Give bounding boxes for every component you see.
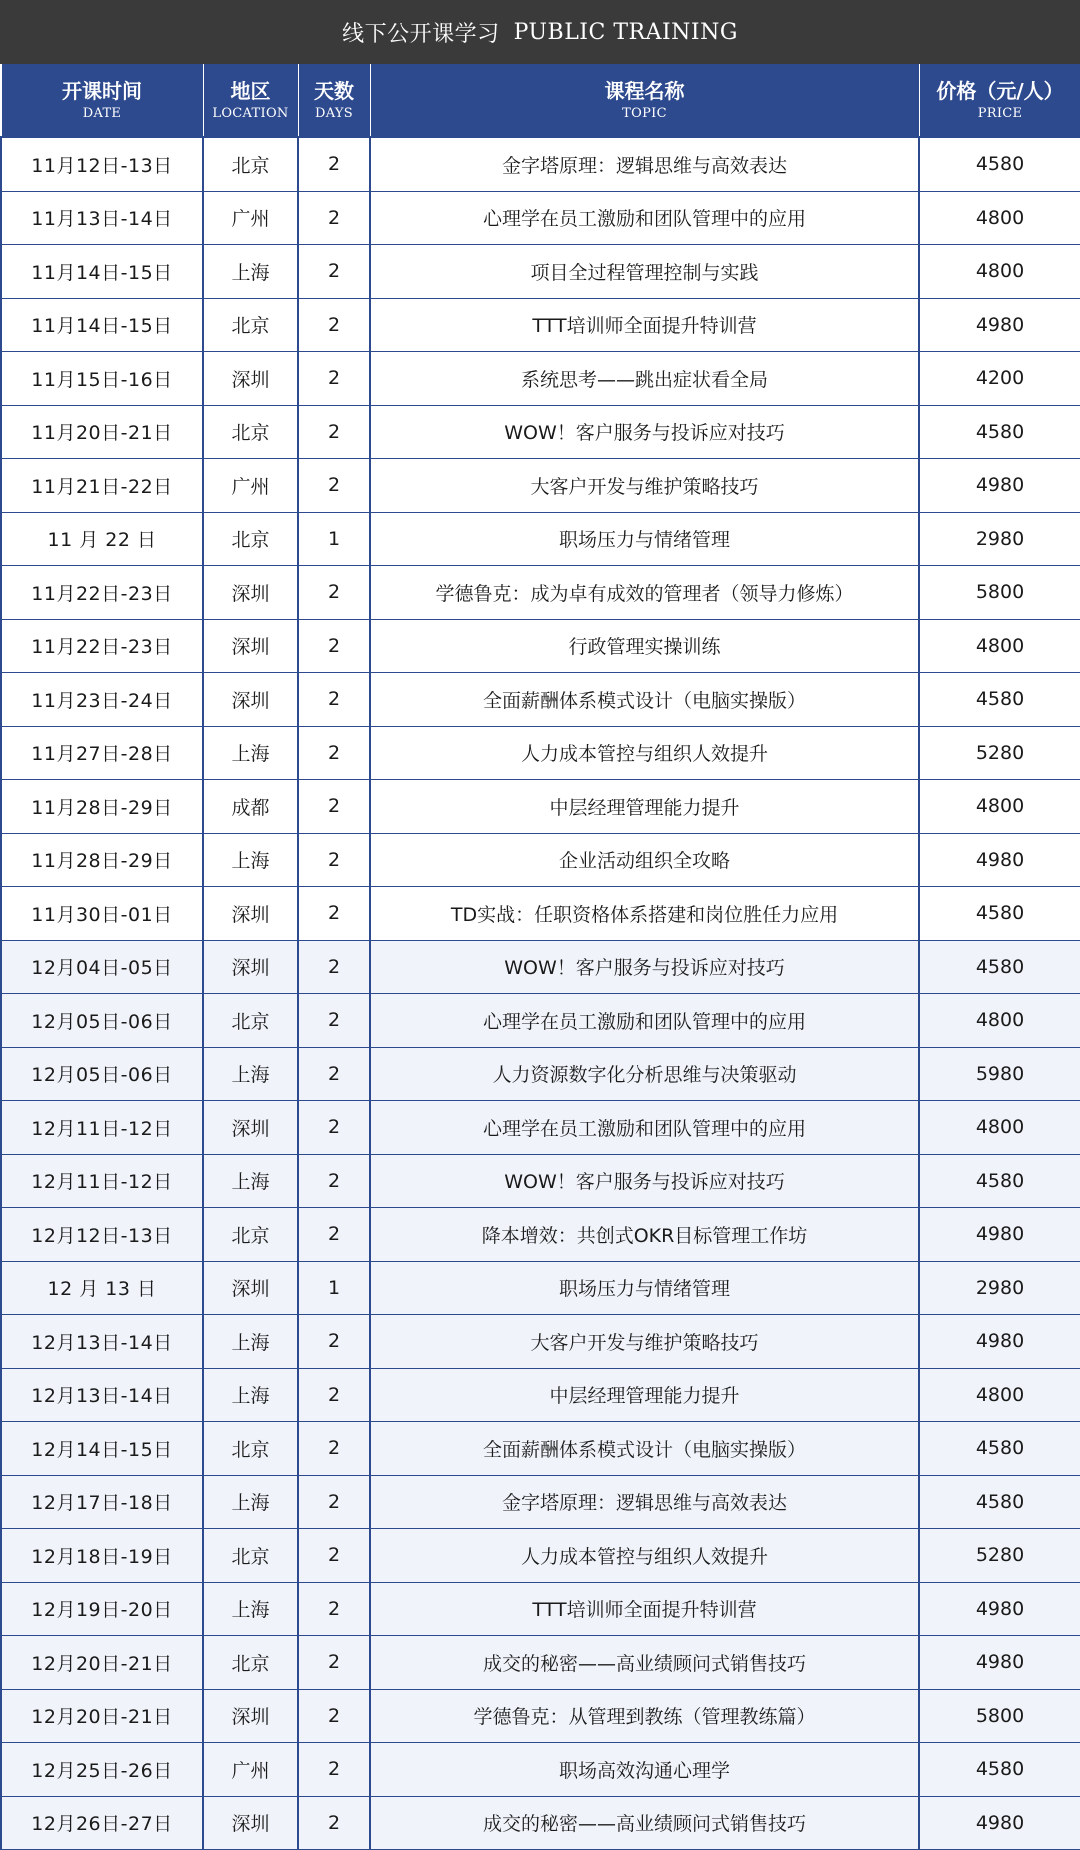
table-row	[1, 1796, 1080, 1850]
cell-date: 11月22日-23日	[1, 566, 203, 620]
cell-days: 1	[298, 1261, 370, 1315]
header-days	[298, 64, 370, 137]
header-price	[919, 64, 1080, 137]
cell-days: 2	[298, 940, 370, 994]
cell-topic: 心理学在员工激励和团队管理中的应用	[370, 191, 919, 245]
cell-days: 2	[298, 1101, 370, 1155]
cell-date: 11月28日-29日	[1, 833, 203, 887]
training-schedule-table	[0, 64, 1080, 1850]
table-row	[1, 1101, 1080, 1155]
table-row	[1, 245, 1080, 299]
cell-date: 11月22日-23日	[1, 619, 203, 673]
cell-topic: 全面薪酬体系模式设计（电脑实操版）	[370, 1422, 919, 1476]
cell-location: 深圳	[203, 1689, 298, 1743]
cell-topic: 全面薪酬体系模式设计（电脑实操版）	[370, 673, 919, 727]
cell-price: 4580	[919, 1422, 1080, 1476]
cell-date: 11月20日-21日	[1, 405, 203, 459]
cell-topic: 降本增效：共创式OKR目标管理工作坊	[370, 1208, 919, 1262]
cell-date: 11月27日-28日	[1, 726, 203, 780]
cell-location: 上海	[203, 1368, 298, 1422]
table-row	[1, 1475, 1080, 1529]
header-topic-zh: 课程名称	[604, 79, 685, 103]
cell-days: 2	[298, 1422, 370, 1476]
cell-topic: 成交的秘密——高业绩顾问式销售技巧	[370, 1636, 919, 1690]
table-row	[1, 1208, 1080, 1262]
cell-topic: 中层经理管理能力提升	[370, 780, 919, 834]
cell-topic: 行政管理实操训练	[370, 619, 919, 673]
cell-price: 5800	[919, 566, 1080, 620]
table-row	[1, 1743, 1080, 1797]
cell-location: 广州	[203, 459, 298, 513]
cell-price: 4580	[919, 673, 1080, 727]
cell-price: 4800	[919, 1101, 1080, 1155]
table-row	[1, 673, 1080, 727]
cell-location: 北京	[203, 1529, 298, 1583]
cell-location: 深圳	[203, 1101, 298, 1155]
cell-days: 2	[298, 566, 370, 620]
cell-location: 上海	[203, 833, 298, 887]
cell-location: 成都	[203, 780, 298, 834]
table-row	[1, 1689, 1080, 1743]
cell-topic: TD实战：任职资格体系搭建和岗位胜任力应用	[370, 887, 919, 941]
cell-topic: 项目全过程管理控制与实践	[370, 245, 919, 299]
header-price-en: PRICE	[977, 106, 1023, 121]
cell-location: 广州	[203, 191, 298, 245]
cell-price: 4580	[919, 137, 1080, 191]
cell-days: 2	[298, 405, 370, 459]
cell-location: 上海	[203, 245, 298, 299]
cell-days: 2	[298, 887, 370, 941]
cell-days: 2	[298, 191, 370, 245]
cell-date: 11月28日-29日	[1, 780, 203, 834]
cell-date: 12月04日-05日	[1, 940, 203, 994]
cell-days: 2	[298, 780, 370, 834]
cell-days: 2	[298, 1208, 370, 1262]
cell-date: 11月14日-15日	[1, 245, 203, 299]
header-location-en: LOCATION	[212, 106, 289, 121]
cell-price: 4580	[919, 887, 1080, 941]
cell-price: 4980	[919, 1315, 1080, 1369]
cell-date: 12 月 13 日	[1, 1261, 203, 1315]
cell-topic: 人力成本管控与组织人效提升	[370, 1529, 919, 1583]
table-row	[1, 1422, 1080, 1476]
cell-days: 2	[298, 726, 370, 780]
table-row	[1, 191, 1080, 245]
header-topic	[370, 64, 919, 137]
cell-days: 2	[298, 352, 370, 406]
table-row	[1, 1529, 1080, 1583]
cell-location: 深圳	[203, 566, 298, 620]
cell-days: 2	[298, 1636, 370, 1690]
table-row	[1, 1261, 1080, 1315]
cell-date: 12月18日-19日	[1, 1529, 203, 1583]
table-row	[1, 1047, 1080, 1101]
cell-topic: 中层经理管理能力提升	[370, 1368, 919, 1422]
cell-days: 2	[298, 298, 370, 352]
cell-location: 北京	[203, 994, 298, 1048]
cell-price: 2980	[919, 512, 1080, 566]
cell-date: 11月12日-13日	[1, 137, 203, 191]
cell-price: 4980	[919, 833, 1080, 887]
cell-topic: WOW！客户服务与投诉应对技巧	[370, 940, 919, 994]
header-topic-en: TOPIC	[622, 106, 667, 121]
cell-date: 12月20日-21日	[1, 1636, 203, 1690]
cell-topic: 职场压力与情绪管理	[370, 512, 919, 566]
cell-days: 2	[298, 137, 370, 191]
cell-days: 2	[298, 994, 370, 1048]
cell-days: 2	[298, 1582, 370, 1636]
cell-date: 12月12日-13日	[1, 1208, 203, 1262]
cell-location: 广州	[203, 1743, 298, 1797]
cell-price: 4800	[919, 1368, 1080, 1422]
cell-days: 2	[298, 833, 370, 887]
cell-date: 11 月 22 日	[1, 512, 203, 566]
table-row	[1, 1368, 1080, 1422]
cell-date: 12月26日-27日	[1, 1796, 203, 1850]
table-row	[1, 352, 1080, 406]
header-date-zh: 开课时间	[62, 79, 142, 103]
cell-date: 11月14日-15日	[1, 298, 203, 352]
cell-price: 5980	[919, 1047, 1080, 1101]
cell-days: 1	[298, 512, 370, 566]
cell-location: 北京	[203, 137, 298, 191]
table-row	[1, 137, 1080, 191]
cell-topic: 大客户开发与维护策略技巧	[370, 1315, 919, 1369]
table-row	[1, 405, 1080, 459]
header-date	[1, 64, 203, 137]
cell-location: 北京	[203, 1422, 298, 1476]
cell-topic: 心理学在员工激励和团队管理中的应用	[370, 994, 919, 1048]
cell-price: 4800	[919, 191, 1080, 245]
cell-days: 2	[298, 1529, 370, 1583]
cell-location: 上海	[203, 1582, 298, 1636]
cell-date: 11月15日-16日	[1, 352, 203, 406]
cell-date: 11月21日-22日	[1, 459, 203, 513]
table-row	[1, 459, 1080, 513]
table-row	[1, 298, 1080, 352]
cell-date: 12月13日-14日	[1, 1315, 203, 1369]
cell-days: 2	[298, 1689, 370, 1743]
cell-price: 4800	[919, 994, 1080, 1048]
table-row	[1, 1582, 1080, 1636]
table-row	[1, 566, 1080, 620]
table-row	[1, 619, 1080, 673]
cell-days: 2	[298, 619, 370, 673]
cell-topic: 学德鲁克：从管理到教练（管理教练篇）	[370, 1689, 919, 1743]
cell-days: 2	[298, 1743, 370, 1797]
cell-topic: 成交的秘密——高业绩顾问式销售技巧	[370, 1796, 919, 1850]
cell-location: 上海	[203, 1047, 298, 1101]
table-row	[1, 512, 1080, 566]
cell-date: 12月05日-06日	[1, 1047, 203, 1101]
cell-price: 5800	[919, 1689, 1080, 1743]
cell-topic: WOW！客户服务与投诉应对技巧	[370, 405, 919, 459]
cell-location: 北京	[203, 1208, 298, 1262]
cell-date: 12月11日-12日	[1, 1154, 203, 1208]
table-row	[1, 1315, 1080, 1369]
cell-topic: 企业活动组织全攻略	[370, 833, 919, 887]
cell-price: 5280	[919, 726, 1080, 780]
cell-location: 深圳	[203, 1796, 298, 1850]
table-row	[1, 1636, 1080, 1690]
cell-date: 12月25日-26日	[1, 1743, 203, 1797]
table-row	[1, 780, 1080, 834]
cell-topic: 金字塔原理：逻辑思维与高效表达	[370, 1475, 919, 1529]
cell-days: 2	[298, 1368, 370, 1422]
cell-days: 2	[298, 245, 370, 299]
cell-price: 2980	[919, 1261, 1080, 1315]
cell-location: 北京	[203, 298, 298, 352]
cell-days: 2	[298, 673, 370, 727]
cell-topic: 人力资源数字化分析思维与决策驱动	[370, 1047, 919, 1101]
cell-topic: 职场压力与情绪管理	[370, 1261, 919, 1315]
cell-date: 12月13日-14日	[1, 1368, 203, 1422]
cell-location: 北京	[203, 1636, 298, 1690]
header-location	[203, 64, 298, 137]
cell-price: 4580	[919, 1475, 1080, 1529]
cell-topic: WOW！客户服务与投诉应对技巧	[370, 1154, 919, 1208]
cell-date: 11月23日-24日	[1, 673, 203, 727]
cell-date: 12月19日-20日	[1, 1582, 203, 1636]
cell-price: 5280	[919, 1529, 1080, 1583]
table-row	[1, 1154, 1080, 1208]
cell-price: 4980	[919, 1636, 1080, 1690]
cell-price: 4980	[919, 1582, 1080, 1636]
cell-date: 12月05日-06日	[1, 994, 203, 1048]
cell-price: 4580	[919, 405, 1080, 459]
title-bar	[0, 0, 1080, 64]
cell-topic: 大客户开发与维护策略技巧	[370, 459, 919, 513]
cell-location: 深圳	[203, 352, 298, 406]
table-row	[1, 726, 1080, 780]
cell-location: 上海	[203, 1475, 298, 1529]
cell-days: 2	[298, 1154, 370, 1208]
cell-location: 深圳	[203, 619, 298, 673]
cell-location: 深圳	[203, 673, 298, 727]
cell-location: 深圳	[203, 1261, 298, 1315]
cell-date: 12月17日-18日	[1, 1475, 203, 1529]
cell-location: 北京	[203, 405, 298, 459]
cell-date: 12月14日-15日	[1, 1422, 203, 1476]
header-days-en: DAYS	[315, 106, 353, 121]
cell-price: 4580	[919, 1743, 1080, 1797]
cell-price: 4980	[919, 1208, 1080, 1262]
cell-date: 11月13日-14日	[1, 191, 203, 245]
cell-date: 12月11日-12日	[1, 1101, 203, 1155]
table-row	[1, 994, 1080, 1048]
cell-price: 4580	[919, 1154, 1080, 1208]
cell-days: 2	[298, 1796, 370, 1850]
table-row	[1, 833, 1080, 887]
header-date-en: DATE	[82, 106, 122, 121]
cell-price: 4200	[919, 352, 1080, 406]
cell-price: 4800	[919, 619, 1080, 673]
cell-topic: 人力成本管控与组织人效提升	[370, 726, 919, 780]
cell-topic: 系统思考——跳出症状看全局	[370, 352, 919, 406]
header-price-zh: 价格（元/人）	[936, 79, 1064, 103]
cell-days: 2	[298, 1315, 370, 1369]
cell-location: 北京	[203, 512, 298, 566]
cell-location: 上海	[203, 1154, 298, 1208]
cell-price: 4980	[919, 1796, 1080, 1850]
title-en: PUBLIC TRAINING	[513, 19, 738, 45]
cell-location: 深圳	[203, 887, 298, 941]
header-days-zh: 天数	[314, 79, 354, 103]
cell-days: 2	[298, 459, 370, 513]
cell-price: 4580	[919, 940, 1080, 994]
table-row	[1, 887, 1080, 941]
cell-location: 上海	[203, 1315, 298, 1369]
cell-date: 11月30日-01日	[1, 887, 203, 941]
cell-days: 2	[298, 1475, 370, 1529]
title-zh: 线下公开课学习	[342, 21, 500, 47]
cell-topic: TTT培训师全面提升特训营	[370, 1582, 919, 1636]
cell-location: 上海	[203, 726, 298, 780]
cell-price: 4800	[919, 245, 1080, 299]
cell-date: 12月20日-21日	[1, 1689, 203, 1743]
header-location-zh: 地区	[230, 79, 271, 103]
cell-price: 4800	[919, 780, 1080, 834]
table-row	[1, 940, 1080, 994]
cell-topic: 心理学在员工激励和团队管理中的应用	[370, 1101, 919, 1155]
cell-topic: 职场高效沟通心理学	[370, 1743, 919, 1797]
cell-topic: TTT培训师全面提升特训营	[370, 298, 919, 352]
table-body	[1, 137, 1080, 1850]
cell-price: 4980	[919, 459, 1080, 513]
cell-topic: 学德鲁克：成为卓有成效的管理者（领导力修炼）	[370, 566, 919, 620]
table-header	[1, 64, 1080, 137]
cell-location: 深圳	[203, 940, 298, 994]
cell-topic: 金字塔原理：逻辑思维与高效表达	[370, 137, 919, 191]
cell-days: 2	[298, 1047, 370, 1101]
cell-price: 4980	[919, 298, 1080, 352]
